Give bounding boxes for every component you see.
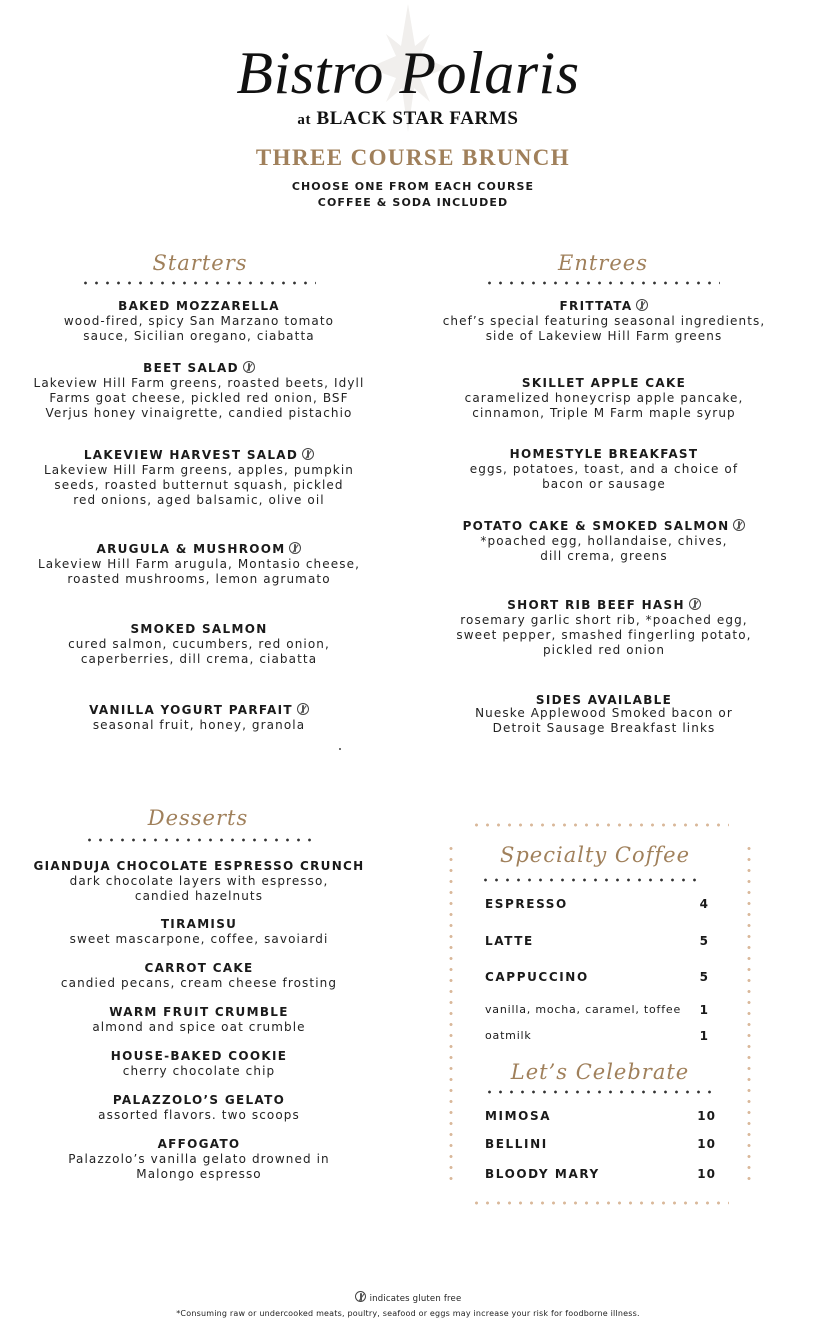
gluten-free-icon [636,299,648,311]
item-desc: caramelized honeycrisp apple pancake, [464,391,744,405]
entrees-heading: Entrees [558,251,648,275]
item-desc: Lakeview Hill Farm greens, roasted beets, Idyll [33,376,365,390]
item-desc: eggs, potatoes, toast, and a choice of [469,462,739,476]
item-name: SHORT RIB BEEF HASH [507,598,685,612]
item-desc: Nueske Applewood Smoked bacon or [475,706,733,720]
menu-item [0,859,398,904]
item-desc: cured salmon, cucumbers, red onion, [68,637,330,651]
instruction-line: COFFEE & SODA INCLUDED [317,196,509,209]
drink-name: BELLINI [485,1137,548,1151]
menu-item [0,361,398,421]
item-desc: roasted mushrooms, lemon agrumato [67,572,331,586]
item-desc: chef’s special featuring seasonal ingredients, [442,314,766,328]
dotted-divider [80,281,316,285]
item-name: SKILLET APPLE CAKE [521,376,687,390]
dotted-border-bottom [471,1201,729,1205]
item-desc: assorted flavors. two scoops [98,1108,300,1122]
item-name: SMOKED SALMON [130,622,268,636]
menu-item [405,694,803,736]
gluten-free-icon [289,542,301,554]
drink-addon: vanilla, mocha, caramel, toffee [485,1003,682,1016]
item-desc: *poached egg, hollandaise, chives, [480,534,728,548]
item-desc: seeds, roasted butternut squash, pickled [54,478,344,492]
dotted-divider [484,281,720,285]
item-desc: sauce, Sicilian oregano, ciabatta [83,329,315,343]
item-desc: pickled red onion [542,643,666,657]
menu-item [0,703,398,733]
item-desc: Farms goat cheese, pickled red onion, BSF [49,391,349,405]
item-desc: sweet pepper, smashed fingerling potato, [456,628,752,642]
drink-name: MIMOSA [485,1109,552,1123]
menu-item [405,376,803,421]
item-desc: dill crema, greens [540,549,668,563]
restaurant-title: Bistro Polaris [236,40,580,106]
menu-item [0,448,398,508]
celebrate-heading: Let’s Celebrate [510,1060,690,1084]
stray-dot [339,748,341,750]
item-desc: Detroit Sausage Breakfast links [492,721,716,735]
dotted-border-right [747,843,751,1185]
coffee-heading: Specialty Coffee [499,843,691,867]
item-desc: seasonal fruit, honey, granola [92,718,306,732]
gluten-free-icon [243,361,255,373]
menu-item [405,299,803,344]
item-name: CARROT CAKE [144,961,254,975]
food-safety-disclaimer: *Consuming raw or undercooked meats, poultry, seafood or eggs may increase your risk for foodborne illness. [176,1309,640,1318]
drink-name: LATTE [485,934,534,948]
restaurant-subtitle [0,108,816,130]
drink-name: BLOODY MARY [485,1167,600,1181]
drink-price: 10 [697,1109,716,1123]
menu-item [0,917,398,947]
drink-price: 1 [699,1003,709,1017]
item-name: SIDES AVAILABLE [535,693,673,707]
gluten-free-icon [689,598,701,610]
menu-item [0,622,398,667]
item-name: VANILLA YOGURT PARFAIT [89,703,293,717]
item-desc: almond and spice oat crumble [92,1020,306,1034]
item-desc: red onions, aged balsamic, olive oil [73,493,325,507]
drink-name: CAPPUCCINO [485,970,589,984]
menu-item [0,961,398,991]
menu-item [0,1005,398,1035]
item-name: HOMESTYLE BREAKFAST [509,447,699,461]
item-name: FRITTATA [559,299,633,313]
drink-price: 10 [697,1167,716,1181]
menu-item [0,1093,398,1123]
starters-heading: Starters [152,251,248,275]
item-desc: cherry chocolate chip [122,1064,276,1078]
dotted-divider [84,838,312,842]
drink-price: 10 [697,1137,716,1151]
item-desc: side of Lakeview Hill Farm greens [485,329,723,343]
item-desc: caperberries, dill crema, ciabatta [80,652,318,666]
item-desc: dark chocolate layers with espresso, [69,874,329,888]
item-name: POTATO CAKE & SMOKED SALMON [462,519,730,533]
drink-price: 5 [699,934,709,948]
subtitle-prefix: at [297,112,312,128]
menu-item [405,519,803,564]
gluten-free-legend [0,1291,816,1304]
menu-item [405,598,803,658]
menu-item [0,1049,398,1079]
item-name: LAKEVIEW HARVEST SALAD [83,448,299,462]
item-name: GIANDUJA CHOCOLATE ESPRESSO CRUNCH [33,859,365,873]
item-desc: Malongo espresso [136,1167,262,1181]
gluten-free-icon [355,1291,366,1302]
item-name: AFFOGATO [157,1137,241,1151]
legend-text: indicates gluten free [369,1294,462,1304]
subtitle-text: BLACK STAR FARMS [316,108,519,129]
item-desc: bacon or sausage [542,477,666,491]
dotted-divider [484,1090,712,1094]
instruction-line: CHOOSE ONE FROM EACH COURSE [291,180,535,193]
item-desc: candied hazelnuts [134,889,264,903]
drink-name: ESPRESSO [485,897,568,911]
item-desc: cinnamon, Triple M Farm maple syrup [472,406,736,420]
menu-item [0,1137,398,1182]
item-desc: candied pecans, cream cheese frosting [60,976,338,990]
item-name: BEET SALAD [143,361,239,375]
item-name: HOUSE-BAKED COOKIE [110,1049,288,1063]
item-desc: Verjus honey vinaigrette, candied pistachio [45,406,353,420]
item-desc: wood-fired, spicy San Marzano tomato [63,314,335,328]
gluten-free-icon [302,448,314,460]
menu-type-title: THREE COURSE BRUNCH [255,145,571,170]
item-desc: Palazzolo’s vanilla gelato drowned in [68,1152,330,1166]
item-name: BAKED MOZZARELLA [118,299,280,313]
menu-item [405,447,803,492]
gluten-free-icon [297,703,309,715]
item-desc: sweet mascarpone, coffee, savoiardi [69,932,329,946]
drink-addon: oatmilk [485,1029,532,1042]
item-desc: rosemary garlic short rib, *poached egg, [460,613,748,627]
drink-price: 1 [699,1029,709,1043]
item-name: PALAZZOLO’S GELATO [112,1093,286,1107]
menu-item [0,542,398,587]
dotted-divider [480,878,704,882]
drink-price: 4 [699,897,709,911]
item-name: TIRAMISU [160,917,238,931]
item-desc: Lakeview Hill Farm arugula, Montasio cheese, [38,557,360,571]
menu-item [0,299,398,344]
desserts-heading: Desserts [147,806,249,830]
dotted-border-top [471,823,729,827]
dotted-border-left [449,843,453,1185]
item-desc: Lakeview Hill Farm greens, apples, pumpkin [44,463,354,477]
gluten-free-icon [733,519,745,531]
item-name: ARUGULA & MUSHROOM [96,542,286,556]
item-name: WARM FRUIT CRUMBLE [109,1005,289,1019]
drink-price: 5 [699,970,709,984]
